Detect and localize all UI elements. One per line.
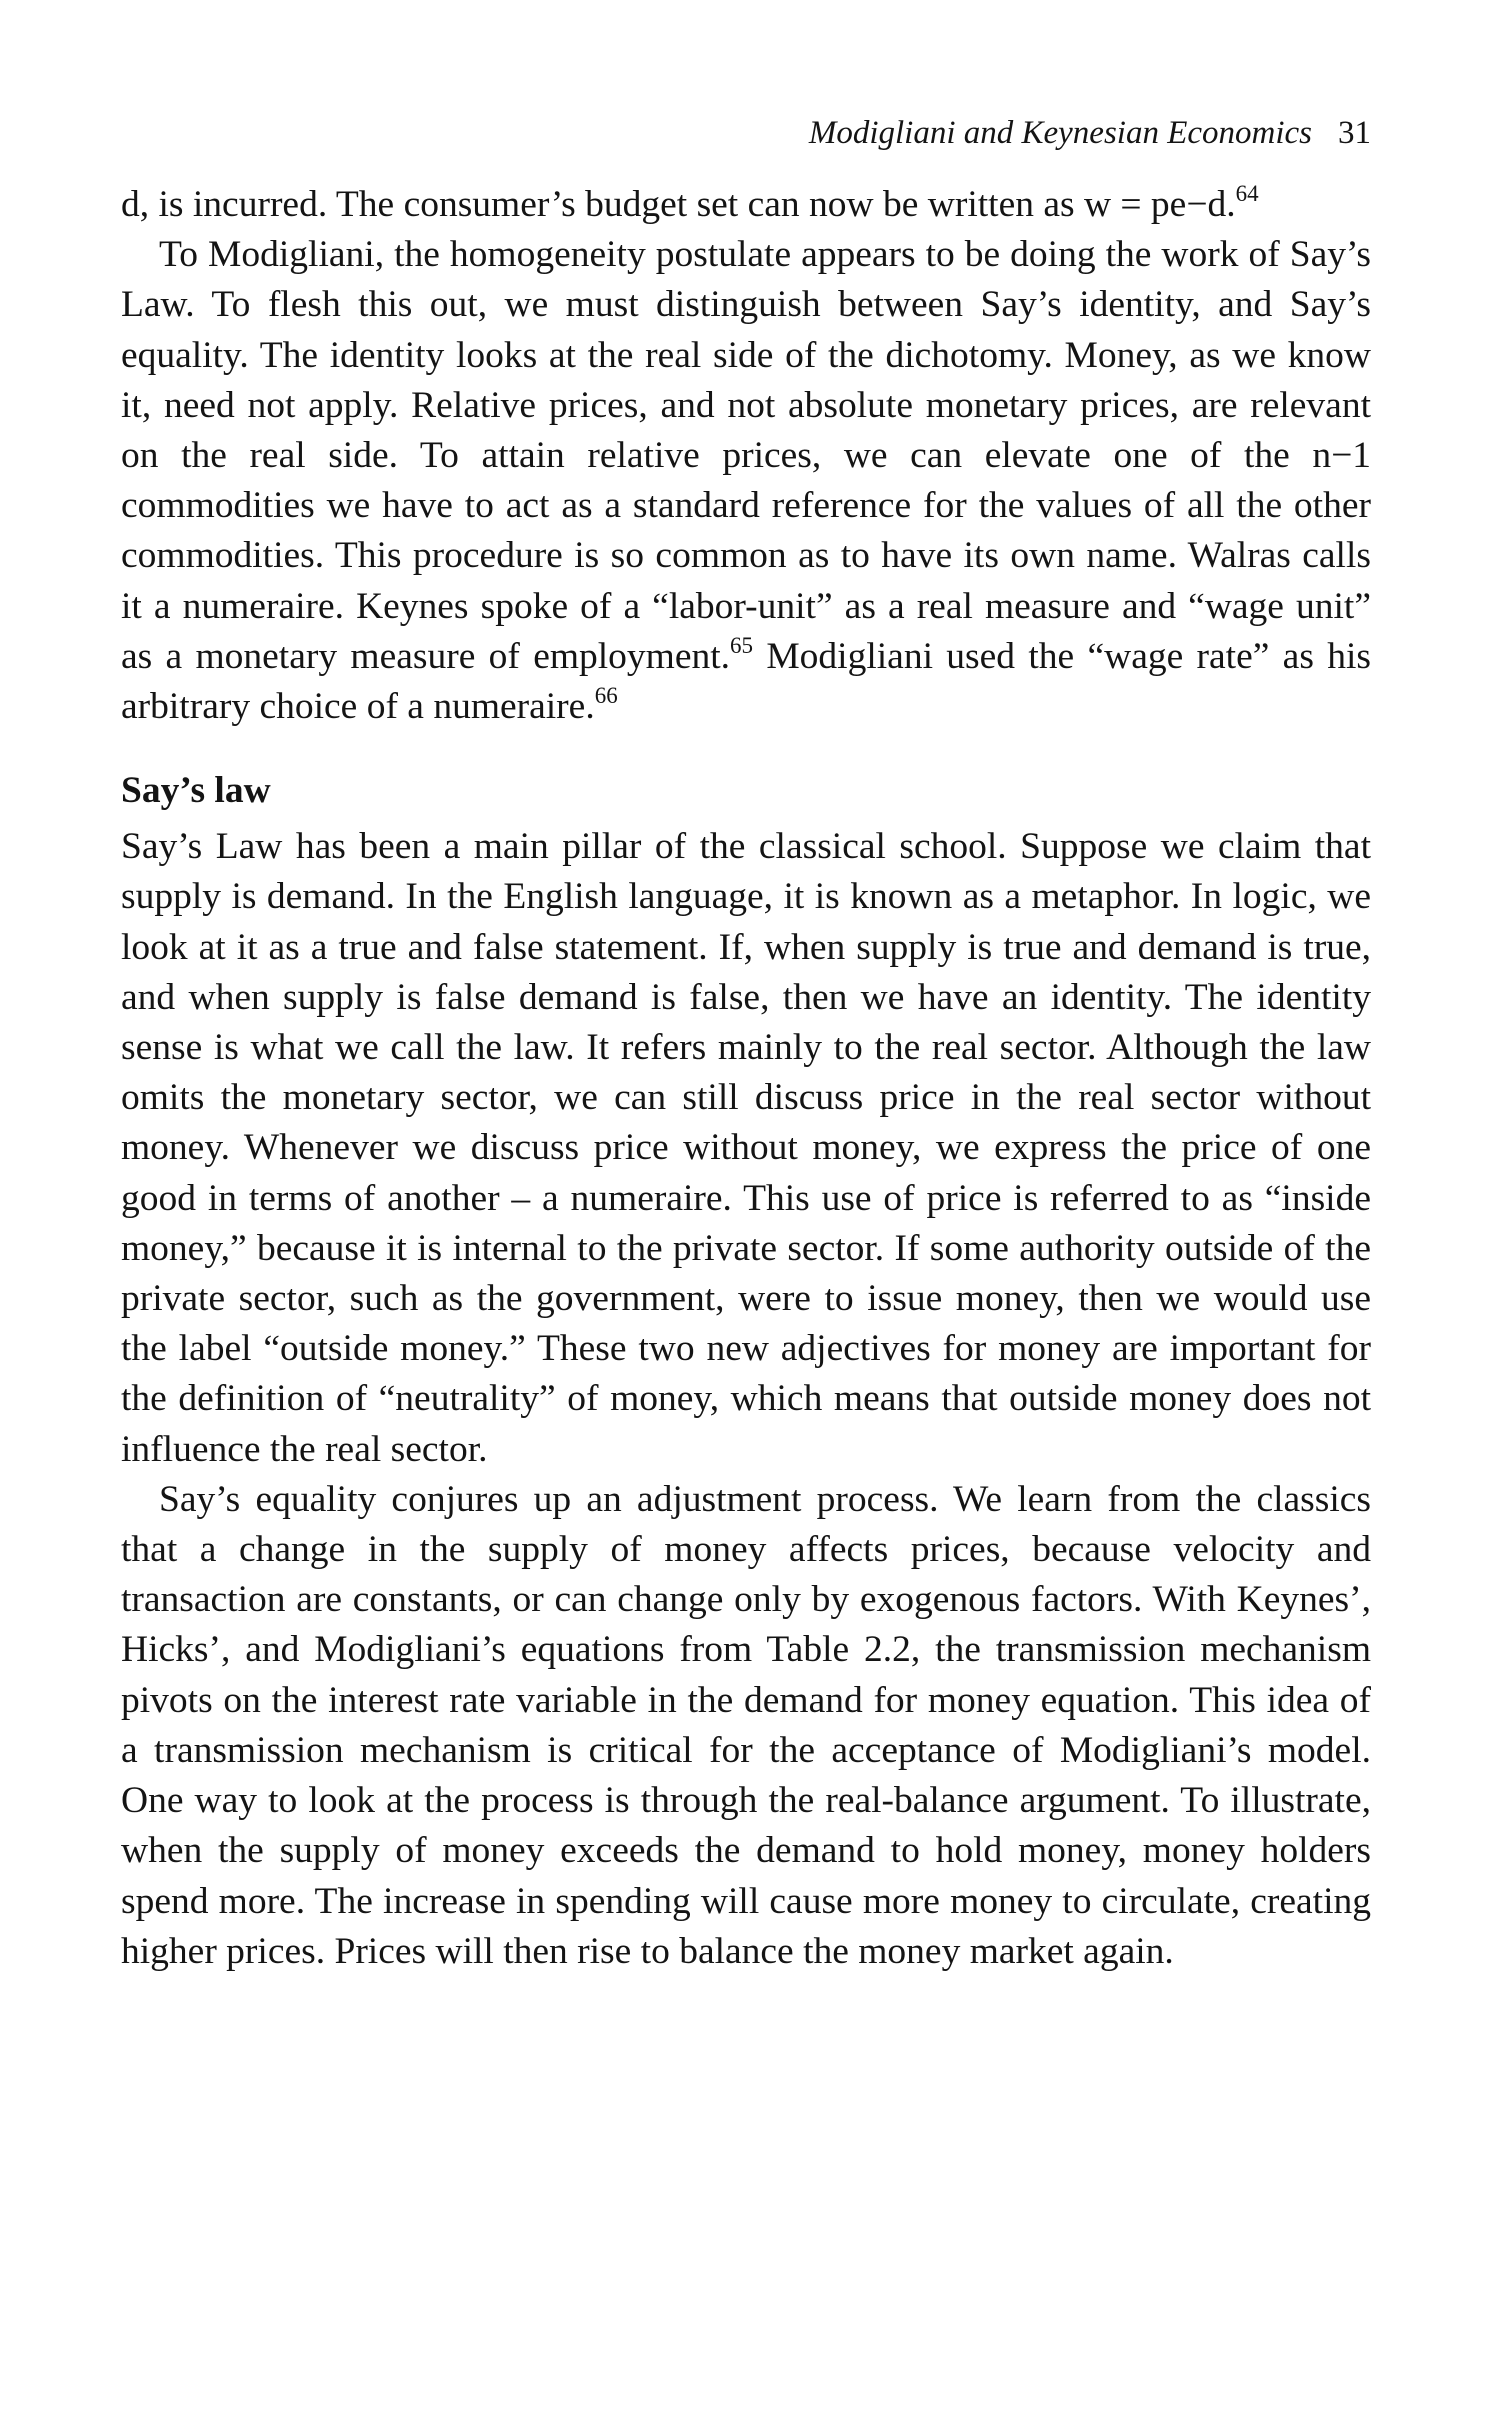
running-title: Modigliani and Keynesian Economics [808,115,1312,151]
footnote-ref-64: 64 [1235,181,1259,206]
page-number: 31 [1338,115,1371,151]
paragraph-says-law: Say’s Law has been a main pillar of the classical school. Suppose we claim that supply is demand. In the English language, it is known as a metaphor. In logic, we look at it as a true and false statement. If, when supply is true and demand is true, and when supply is false demand is false, then we have an identity. The identity sense is what we call the law. It refers mainly to the real sector. Although the law omits the monetary sector, we can still discuss price in the real sector without money. Whenever we discuss price without money, we express the price of one good in terms of another – a numeraire. This use of price is referred to as “inside money,” because it is internal to the private sector. If some authority outside of the private sector, such as the government, were to issue money, then we would use the label “outside money.” These two new adjectives for money are important for the definition of “neutrality” of money, which means that outside money does not influence the real sector. [121,826,1371,1470]
paragraph-homogeneity [121,230,1371,732]
paragraph-text: To Modigliani, the homogeneity postulate appears to be doing the work of Say’s Law. To flesh this out, we must distinguish between Say’s identity, and Say’s equality. The identity looks at the real side of the dichotomy. Money, as we know it, need not apply. Relative prices, and not absolute monetary prices, are relevant on the real side. To attain relative prices, we can elevate one of the n−1 commodities we have to act as a standard reference for the values of all the other commodities. This procedure is so common as to have its own name. Walras calls it a numeraire. Keynes spoke of a “labor-unit” as a real measure and “wage unit” as a monetary measure of employment. [121,234,1371,677]
paragraph-text: d, is incurred. The consumer’s budget set can now be written as w = pe−d. [121,184,1236,225]
footnote-ref-66: 66 [594,683,618,709]
running-header [121,108,1371,158]
section-heading: Say’s law [121,770,271,812]
book-page [121,108,1371,1977]
paragraph-text: Modigliani used the “wage rate” as his arbitrary choice of a numeraire. [121,635,1371,728]
paragraph-says-equality: Say’s equality conjures up an adjustment process. We learn from the classics that a change in the supply of money affects prices, because velocity and transaction are constants, or can change only by exogenous factors. With Keynes’, Hicks’, and Modigliani’s equations from Table 2.2, the transmission mechanism pivots on the interest rate variable in the demand for money equation. This idea of a transmission mechanism is critical for the acceptance of Modigliani’s model. One way to look at the process is through the real-balance argument. To illustrate, when the supply of money exceeds the demand to hold money, money holders spend more. The increase in spending will cause more money to circulate, creating higher prices. Prices will then rise to balance the money market again. [121,1478,1371,1972]
footnote-ref-65: 65 [730,632,754,658]
paragraph-continued [121,180,1371,230]
